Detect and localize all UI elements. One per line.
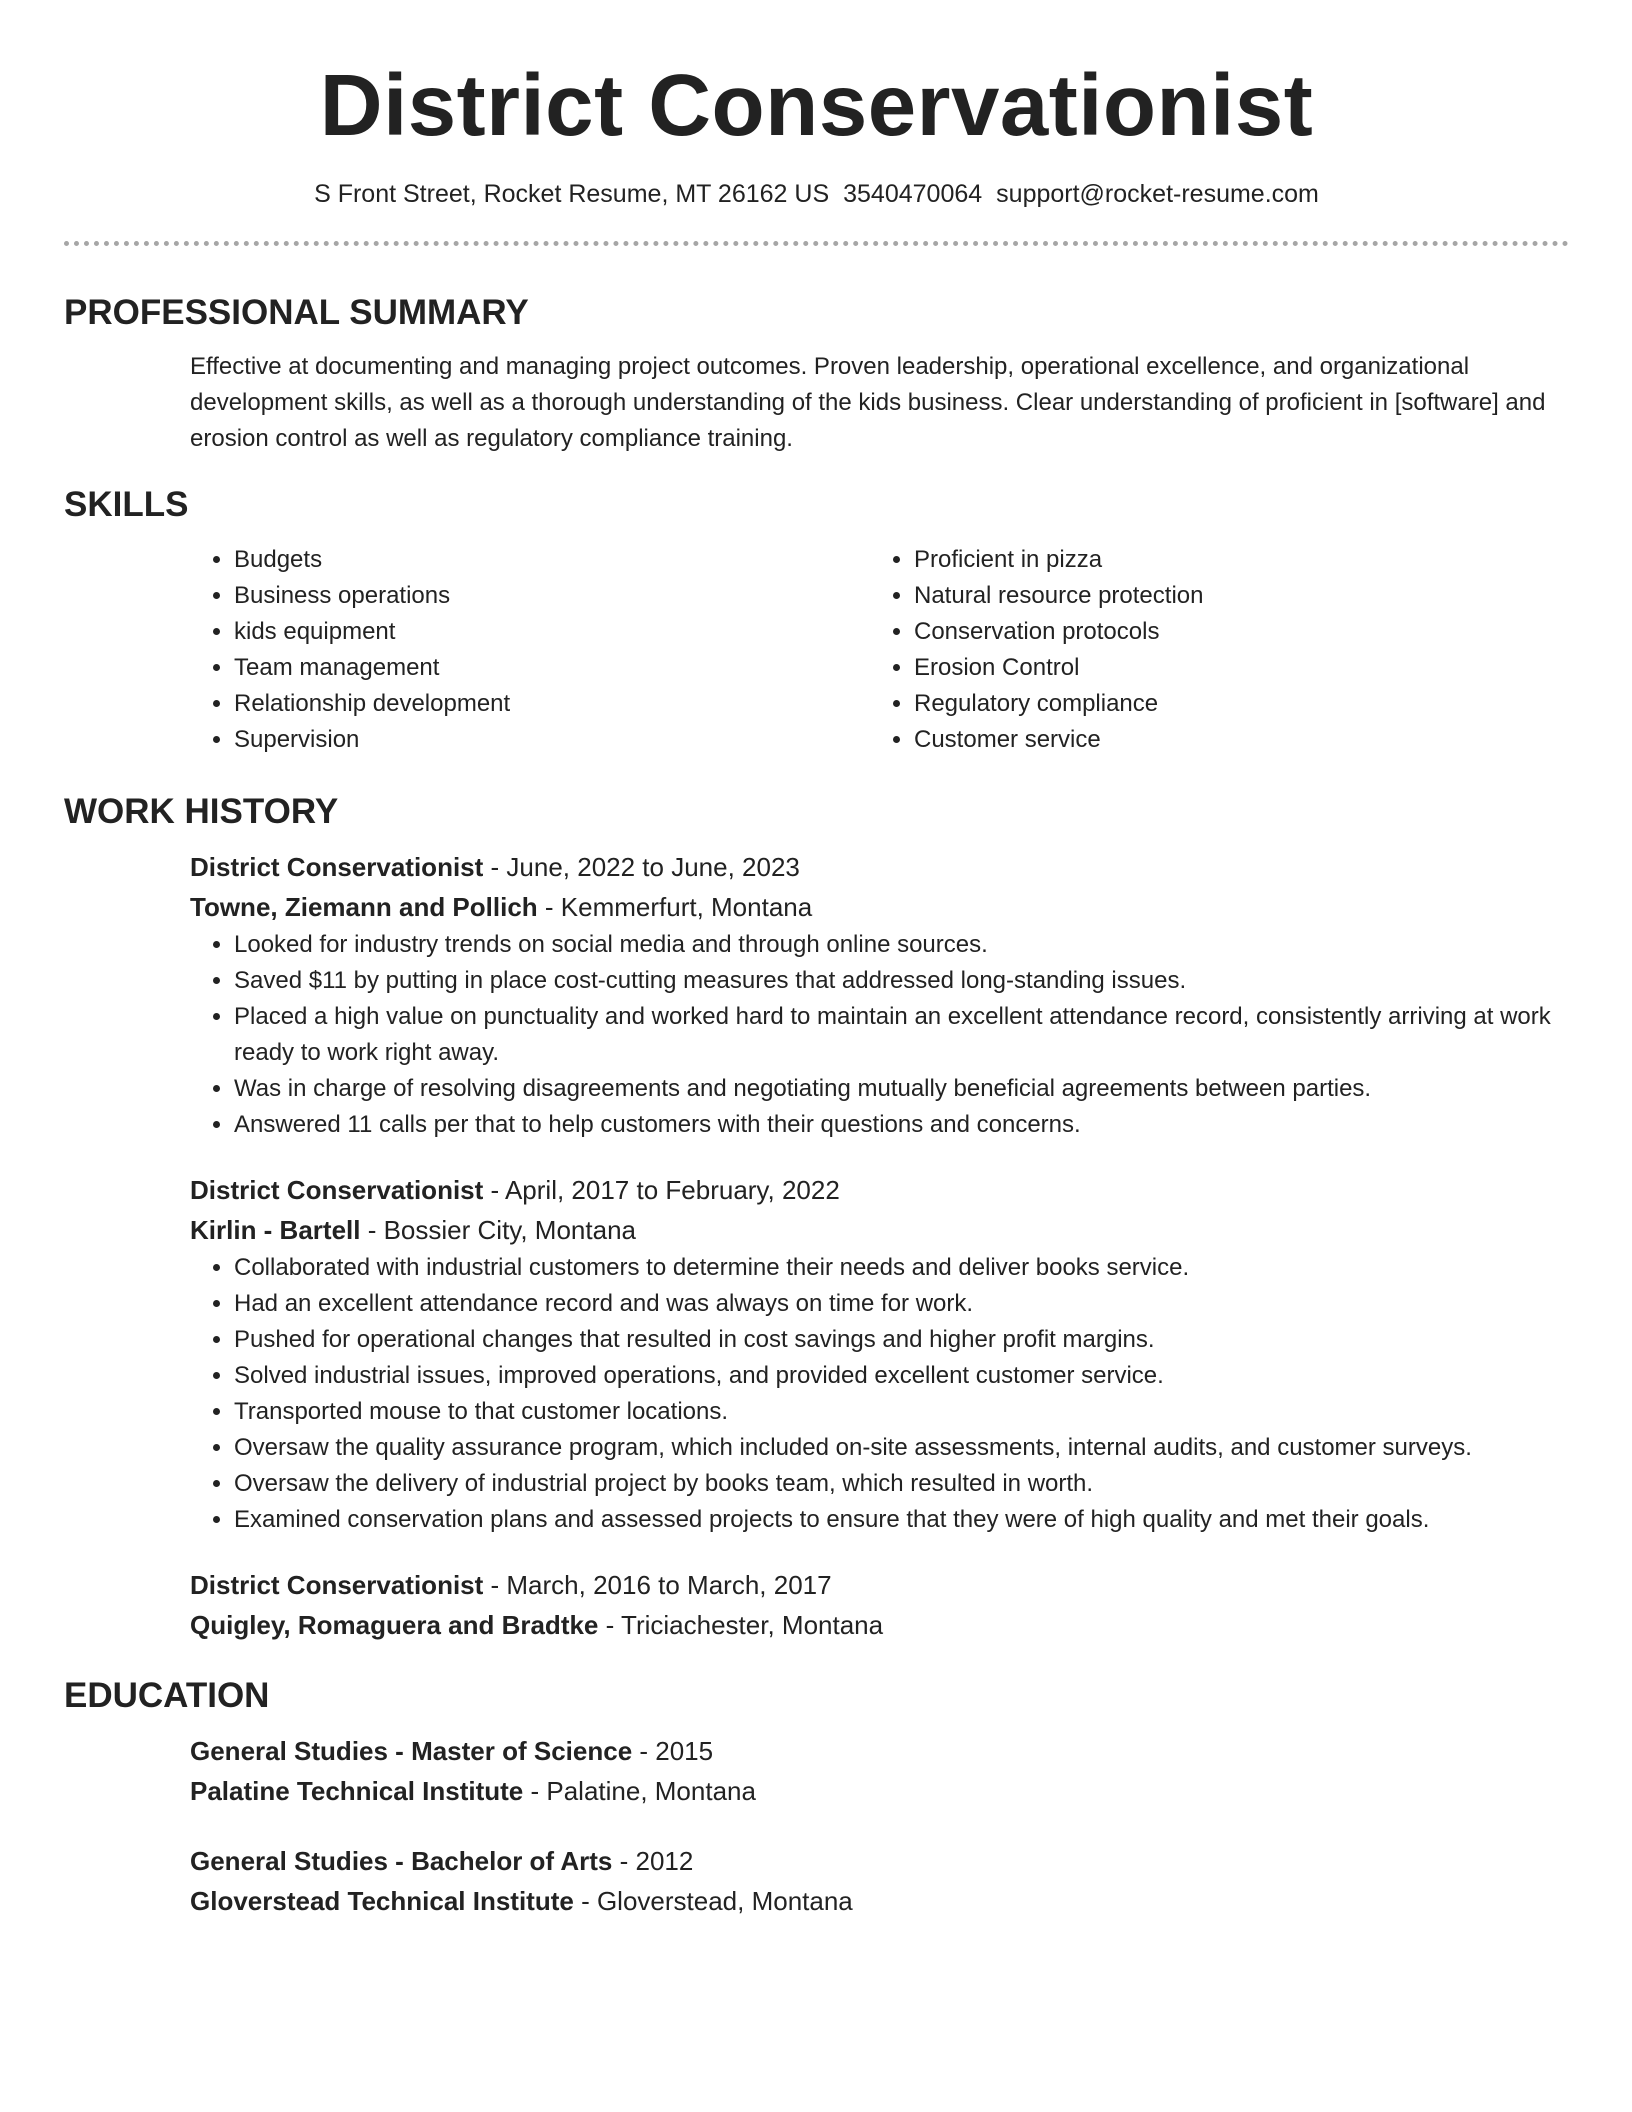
skill-item: • Erosion Control [914,650,1550,686]
job-title-line [190,1565,1569,1605]
section-heading-skills: SKILLS [64,485,189,524]
job-duty: • Transported mouse to that customer locations. [234,1394,1569,1430]
skills-column-right [870,542,1550,758]
education-degree: General Studies - Bachelor of Arts [190,1846,613,1876]
skill-item: • Supervision [234,722,870,758]
education-year: - 2015 [632,1736,714,1766]
job-company-line [190,1605,1569,1645]
job-location: - Triciachester, Montana [598,1610,884,1640]
job-company: Kirlin - Bartell [190,1215,361,1245]
resume-name: District Conservationist [319,57,1314,154]
skills-list [190,542,1569,758]
job-company-line [190,1210,1569,1250]
job-duty: • Had an excellent attendance record and was always on time for work. [234,1286,1569,1322]
skill-item: • Team management [234,650,870,686]
job-duty: • Answered 11 calls per that to help customers with their questions and concerns. [234,1107,1569,1143]
education-degree: General Studies - Master of Science [190,1736,633,1766]
job-duty: • Saved $11 by putting in place cost-cutting measures that addressed long-standing issues. [234,963,1569,999]
job-entry [190,1565,1569,1645]
job-location: - Bossier City, Montana [360,1215,636,1245]
job-title: District Conservationist [190,852,484,882]
job-duty: • Was in charge of resolving disagreements and negotiating mutually beneficial agreements between parties. [234,1071,1569,1107]
education-degree-line [190,1731,1569,1771]
education-school: Gloverstead Technical Institute [190,1886,574,1916]
job-duty: • Oversaw the delivery of industrial project by books team, which resulted in worth. [234,1466,1569,1502]
skill-item: • kids equipment [234,614,870,650]
job-dates: - June, 2022 to June, 2023 [483,852,800,882]
job-title: District Conservationist [190,1570,484,1600]
skill-item: • Budgets [234,542,870,578]
skill-item: • Proficient in pizza [914,542,1550,578]
education-school-line [190,1771,1569,1811]
job-title: District Conservationist [190,1175,484,1205]
job-company-line [190,887,1569,927]
contact-email: support@rocket-resume.com [996,180,1319,208]
skill-item: • Customer service [914,722,1550,758]
job-duties [190,927,1569,1143]
contact-address: S Front Street, Rocket Resume, MT 26162 US [314,180,830,208]
skill-item: • Business operations [234,578,870,614]
education-entry [190,1841,1569,1921]
education-school: Palatine Technical Institute [190,1776,524,1806]
skill-item: • Conservation protocols [914,614,1550,650]
job-duty: • Pushed for operational changes that resulted in cost savings and higher profit margins. [234,1322,1569,1358]
education-year: - 2012 [612,1846,694,1876]
job-entry [190,847,1569,1143]
resume-page [64,0,1569,1921]
skill-item: • Natural resource protection [914,578,1550,614]
section-heading-work-history: WORK HISTORY [64,792,339,831]
job-duties [190,1250,1569,1538]
job-company: Towne, Ziemann and Pollich [190,892,538,922]
skill-item: • Relationship development [234,686,870,722]
job-title-line [190,847,1569,887]
job-title-line [190,1170,1569,1210]
contact-line [64,178,1569,210]
contact-phone: 3540470064 [843,180,983,208]
summary-text: Effective at documenting and managing project outcomes. Proven leadership, operational excellence, and organizational development skills, as well as a thorough understanding of the kids business. Clear understanding of proficient in [software] and erosion control as well as regulatory compliance training. [190,353,1546,452]
job-company: Quigley, Romaguera and Bradtke [190,1610,599,1640]
education-school-line [190,1881,1569,1921]
section-heading-summary: PROFESSIONAL SUMMARY [64,293,529,332]
job-duty: • Oversaw the quality assurance program, which included on-site assessments, internal audits, and customer surveys. [234,1430,1569,1466]
section-heading-education: EDUCATION [64,1676,270,1715]
education-location: - Gloverstead, Montana [573,1886,853,1916]
job-duty: • Solved industrial issues, improved operations, and provided excellent customer service. [234,1358,1569,1394]
job-entry [190,1170,1569,1538]
job-duty: • Examined conservation plans and assessed projects to ensure that they were of high quality and met their goals. [234,1502,1569,1538]
job-duty: • Collaborated with industrial customers to determine their needs and deliver books service. [234,1250,1569,1286]
job-dates: - April, 2017 to February, 2022 [483,1175,840,1205]
skills-column-left [190,542,870,758]
job-duty: • Placed a high value on punctuality and worked hard to maintain an excellent attendance record, consistently arriving at work ready to work right away. [234,999,1569,1071]
skill-item: • Regulatory compliance [914,686,1550,722]
job-duty: • Looked for industry trends on social media and through online sources. [234,927,1569,963]
job-location: - Kemmerfurt, Montana [537,892,813,922]
education-entry [190,1731,1569,1811]
education-degree-line [190,1841,1569,1881]
header-divider [64,241,1569,246]
education-location: - Palatine, Montana [523,1776,756,1806]
job-dates: - March, 2016 to March, 2017 [483,1570,832,1600]
